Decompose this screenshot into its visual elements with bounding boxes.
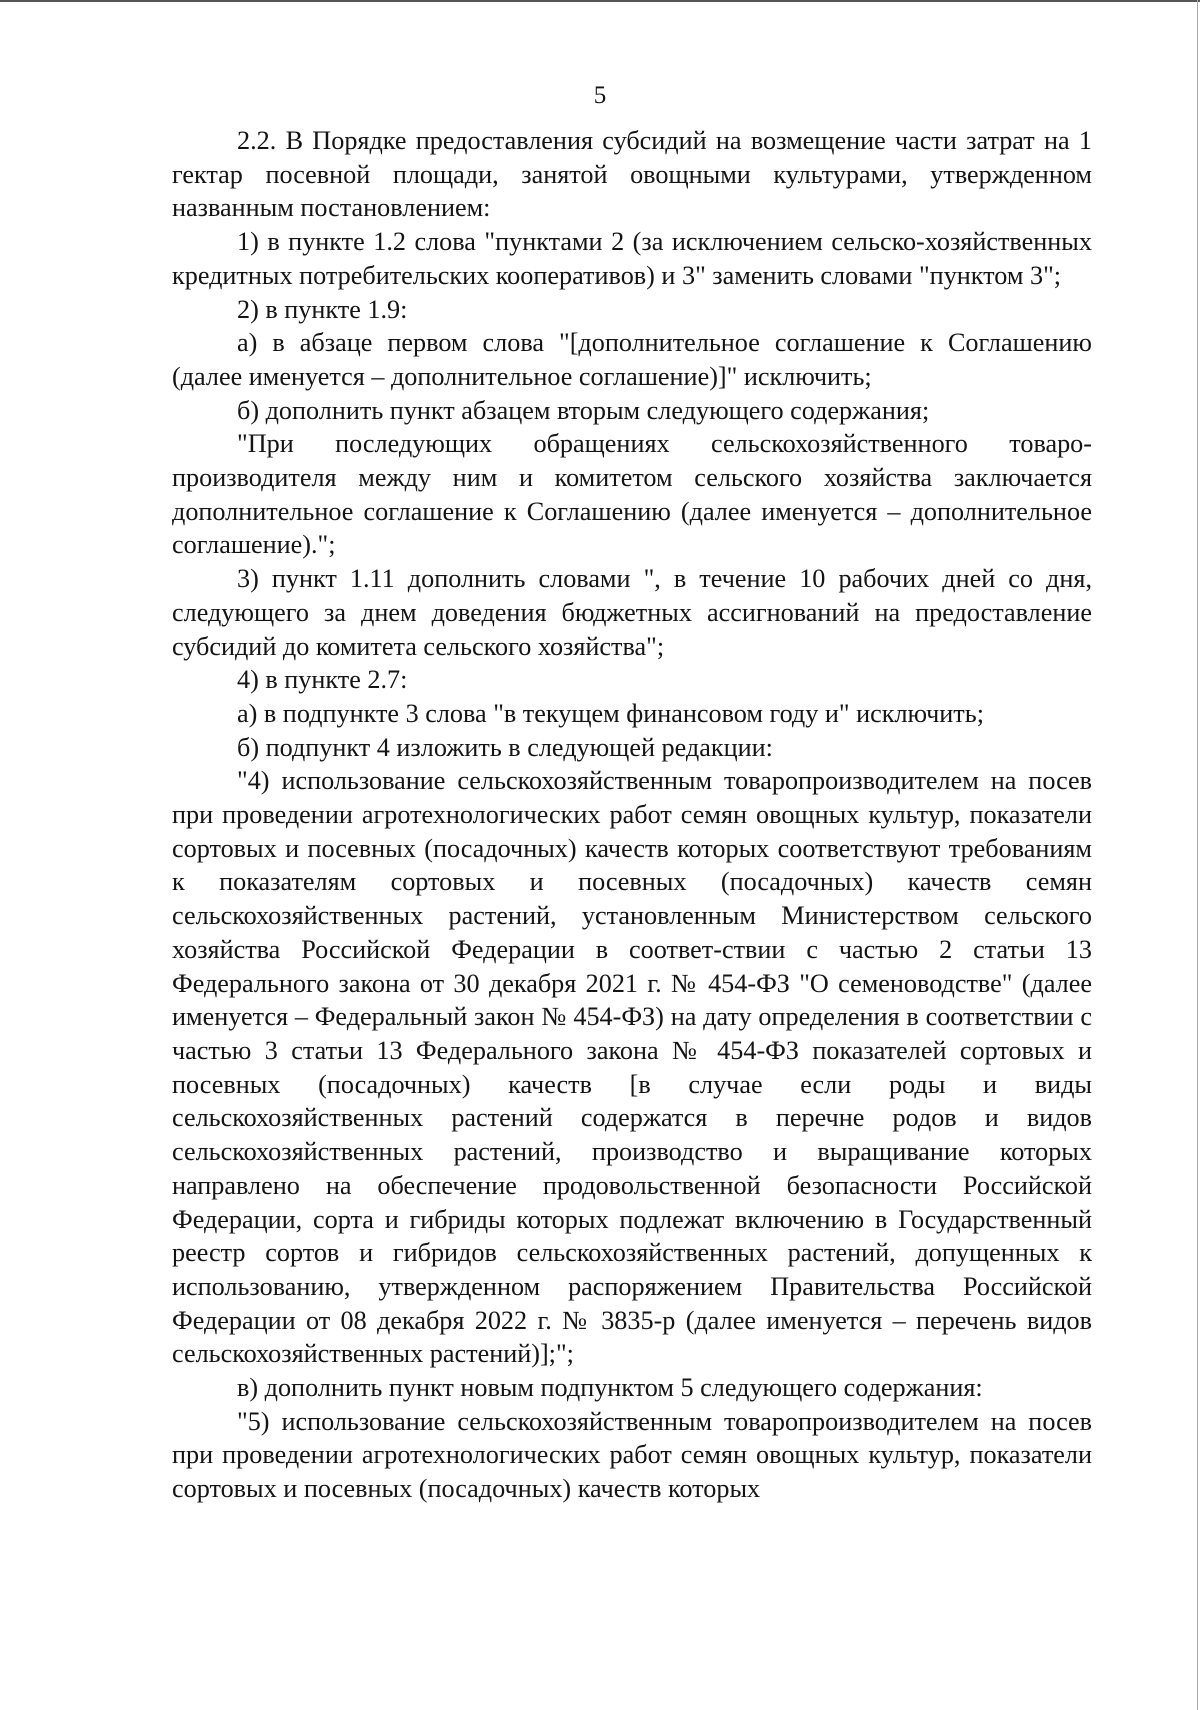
paragraph-item-2b: б) дополнить пункт абзацем вторым следующего содержания;	[237, 395, 930, 425]
paragraph-quote-4: "4) использование сельскохозяйственным товаропроизводителем на посев при проведении агротехнологических работ семян овощных культур, показатели сортовых и посевных (посадочных) качеств которых соответствуют требованиям к показателям сортовых и посевных (посадочных) качеств семян сельскохозяйственных растений, установленным Министерством сельского хозяйства Российской Федерации в соответ-ствии с частью 2 статьи 13 Федерального закона от 30 декабря 2021 г. № 454-ФЗ "О семеноводстве" (далее именуется – Федеральный закон № 454-ФЗ) на дату определения в соответствии с частью 3 статьи 13 Федерального закона № 454-ФЗ показателей сортовых и посевных (посадочных) качеств [в случае если роды и виды сельскохозяйственных растений содержатся в перечне родов и видов сельскохозяйственных растений, производство и выращивание которых направлено на обеспечение продовольственной безопасности Российской Федерации, сорта и гибриды которых подлежат включению в Государственный реестр сортов и гибридов сельскохозяйственных растений, допущенных к использованию, утвержденном распоряжением Правительства Российской Федерации от 08 декабря 2022 г. № 3835-р (далее именуется – перечень видов сельскохозяйственных растений)];";	[172, 766, 1092, 1369]
paragraph-item-2: 2) в пункте 1.9:	[237, 294, 408, 324]
scan-edge-top	[0, 0, 1200, 2]
scan-edge-right	[1197, 0, 1198, 1710]
paragraph-item-4v: в) дополнить пункт новым подпунктом 5 следующего содержания:	[237, 1373, 983, 1403]
paragraph-quote-1: "При последующих обращениях сельскохозяйственного товаро-производителя между ним и комитетом сельского хозяйства заключается дополнительное соглашение к Соглашению (далее именуется – дополнительное соглашение).";	[172, 429, 1092, 560]
paragraph-item-4a: а) в подпункте 3 слова "в текущем финансовом году и" исключить;	[237, 698, 984, 728]
paragraph-item-4b: б) подпункт 4 изложить в следующей редакции:	[237, 732, 773, 762]
paragraph-item-2a: а) в абзаце первом слова "[дополнительное соглашение к Соглашению (далее именуется – дополнительное соглашение)]" исключить;	[172, 328, 1092, 391]
page-number: 5	[593, 82, 607, 109]
paragraph-quote-5: "5) использование сельскохозяйственным товаропроизводителем на посев при проведении агротехнологических работ семян овощных культур, показатели сортовых и посевных (посадочных) качеств которых	[172, 1406, 1092, 1504]
paragraph-item-1: 1) в пункте 1.2 слова "пунктами 2 (за исключением сельско-хозяйственных кредитных потребительских кооперативов) и 3" заменить словами "пунктом 3";	[172, 227, 1092, 290]
paragraph-item-4: 4) в пункте 2.7:	[237, 665, 408, 695]
paragraph-2-2: 2.2. В Порядке предоставления субсидий на возмещение части затрат на 1 гектар посевной площади, занятой овощными культурами, утвержденном названным постановлением:	[172, 126, 1092, 223]
paragraph-item-3: 3) пункт 1.11 дополнить словами ", в течение 10 рабочих дней со дня, следующего за днем доведения бюджетных ассигнований на предоставление субсидий до комитета сельского хозяйства";	[172, 564, 1092, 661]
document-body	[172, 124, 1092, 1506]
